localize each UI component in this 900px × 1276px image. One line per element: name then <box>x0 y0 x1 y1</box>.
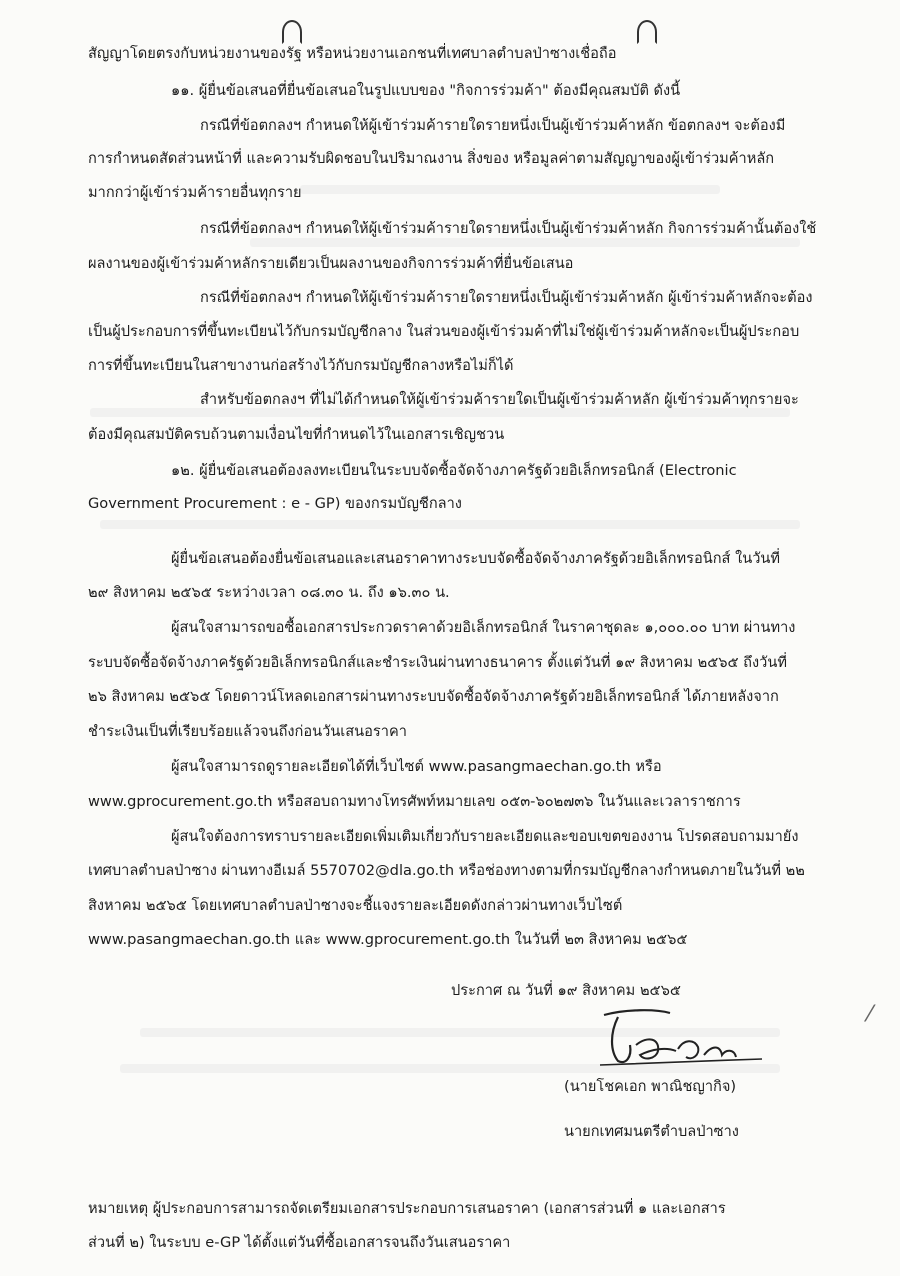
clause-12-heading: ๑๒. ผู้ยื่นข้อเสนอต้องลงทะเบียนในระบบจัดซื้อจัดจ้างภาครัฐด้วยอิเล็กทรอนิกส์ (Electronic <box>171 462 737 479</box>
bleed-through-mark <box>300 185 720 194</box>
body-line: สิงหาคม ๒๕๖๕ โดยเทศบาลตำบลป่าซางจะชี้แจงรายละเอียดดังกล่าวผ่านทางเว็บไซต์ <box>88 897 623 914</box>
website-line: ผู้สนใจสามารถดูรายละเอียดได้ที่เว็บไซต์ www.pasangmaechan.go.th หรือ <box>171 758 662 775</box>
clause-11-heading: ๑๑. ผู้ยื่นข้อเสนอที่ยื่นข้อเสนอในรูปแบบของ "กิจการร่วมค้า" ต้องมีคุณสมบัติ ดังนี้ <box>171 82 681 99</box>
body-line: ชำระเงินเป็นที่เรียบร้อยแล้วจนถึงก่อนวันเสนอราคา <box>88 723 407 740</box>
body-line: สำหรับข้อตกลงฯ ที่ไม่ได้กำหนดให้ผู้เข้าร่วมค้ารายใดเป็นผู้เข้าร่วมค้าหลัก ผู้เข้าร่วมค้าทุกรายจะ <box>200 391 799 408</box>
body-line: Government Procurement : e - GP) ของกรมบัญชีกลาง <box>88 495 462 512</box>
note-line-1: หมายเหตุ ผู้ประกอบการสามารถจัดเตรียมเอกสารประกอบการเสนอราคา (เอกสารส่วนที่ ๑ และเอกสาร <box>88 1200 726 1217</box>
body-line: ระบบจัดซื้อจัดจ้างภาครัฐด้วยอิเล็กทรอนิกส์และชำระเงินผ่านทางธนาคาร ตั้งแต่วันที่ ๑๙ สิงหาคม ๒๕๖๕ ถึงวันที่ <box>88 654 787 671</box>
body-line: กรณีที่ข้อตกลงฯ กำหนดให้ผู้เข้าร่วมค้ารายใดรายหนึ่งเป็นผู้เข้าร่วมค้าหลัก ผู้เข้าร่วมค้าหลักจะต้อง <box>200 289 813 306</box>
body-line: ๒๙ สิงหาคม ๒๕๖๕ ระหว่างเวลา ๐๘.๓๐ น. ถึง ๑๖.๓๐ น. <box>88 584 450 601</box>
body-line: กรณีที่ข้อตกลงฯ กำหนดให้ผู้เข้าร่วมค้ารายใดรายหนึ่งเป็นผู้เข้าร่วมค้าหลัก กิจการร่วมค้านั้นต้องใช้ <box>200 220 817 237</box>
note-line-2: ส่วนที่ ๒) ในระบบ e-GP ได้ตั้งแต่วันที่ซื้อเอกสารจนถึงวันเสนอราคา <box>88 1234 511 1251</box>
email-line: เทศบาลตำบลป่าซาง ผ่านทางอีเมล์ 5570702@dla.go.th หรือช่องทางตามที่กรมบัญชีกลางกำหนดภายในวันที่ ๒๒ <box>88 862 805 879</box>
body-line: การกำหนดสัดส่วนหน้าที่ และความรับผิดชอบในปริมาณงาน สิ่งของ หรือมูลค่าตามสัญญาของผู้เข้าร่วมค้าหลัก <box>88 150 775 167</box>
body-line: ผู้ยื่นข้อเสนอต้องยื่นข้อเสนอและเสนอราคาทางระบบจัดซื้อจัดจ้างภาครัฐด้วยอิเล็กทรอนิกส์ ในวันที่ <box>171 550 780 567</box>
announcement-date: ประกาศ ณ วันที่ ๑๙ สิงหาคม ๒๕๖๕ <box>451 982 681 999</box>
body-line: เป็นผู้ประกอบการที่ขึ้นทะเบียนไว้กับกรมบัญชีกลาง ในส่วนของผู้เข้าร่วมค้าที่ไม่ใช่ผู้เข้าร่วมค้าหลักจะเป็นผู้ประกอบ <box>88 323 800 340</box>
signature-image <box>596 1005 766 1075</box>
body-line: สัญญาโดยตรงกับหน่วยงานของรัฐ หรือหน่วยงานเอกชนที่เทศบาลตำบลป่าซางเชื่อถือ <box>88 45 617 62</box>
signatory-position: นายกเทศมนตรีตำบลป่าซาง <box>564 1123 739 1140</box>
bleed-through-mark <box>90 408 790 417</box>
body-line: ต้องมีคุณสมบัติครบถ้วนตามเงื่อนไขที่กำหนดไว้ในเอกสารเชิญชวน <box>88 426 505 443</box>
signatory-name: (นายโชคเอก พาณิชญากิจ) <box>564 1078 737 1095</box>
body-line: ผู้สนใจสามารถขอซื้อเอกสารประกวดราคาด้วยอิเล็กทรอนิกส์ ในราคาชุดละ ๑,๐๐๐.๐๐ บาท ผ่านทาง <box>171 619 796 636</box>
body-line: ๒๖ สิงหาคม ๒๕๖๕ โดยดาวน์โหลดเอกสารผ่านทางระบบจัดซื้อจัดจ้างภาครัฐด้วยอิเล็กทรอนิกส์ ได้ภายหลังจาก <box>88 688 779 705</box>
body-line: การที่ขึ้นทะเบียนในสาขางานก่อสร้างไว้กับกรมบัญชีกลางหรือไม่ก็ได้ <box>88 357 514 374</box>
pen-tick-mark: ⁄ <box>868 1002 872 1027</box>
contact-line: www.gprocurement.go.th หรือสอบถามทางโทรศัพท์หมายเลข ๐๕๓-๖๐๒๗๓๖ ในวันและเวลาราชการ <box>88 793 741 810</box>
binder-ring-right-icon <box>637 20 657 44</box>
website-line: www.pasangmaechan.go.th และ www.gprocurement.go.th ในวันที่ ๒๓ สิงหาคม ๒๕๖๕ <box>88 931 688 948</box>
body-line: ผู้สนใจต้องการทราบรายละเอียดเพิ่มเติมเกี่ยวกับรายละเอียดและขอบเขตของงาน โปรดสอบถามมายัง <box>171 828 799 845</box>
body-line: กรณีที่ข้อตกลงฯ กำหนดให้ผู้เข้าร่วมค้ารายใดรายหนึ่งเป็นผู้เข้าร่วมค้าหลัก ข้อตกลงฯ จะต้องมี <box>200 117 786 134</box>
bleed-through-mark <box>250 238 800 247</box>
body-line: ผลงานของผู้เข้าร่วมค้าหลักรายเดียวเป็นผลงานของกิจการร่วมค้าที่ยื่นข้อเสนอ <box>88 255 574 272</box>
body-line: มากกว่าผู้เข้าร่วมค้ารายอื่นทุกราย <box>88 184 302 201</box>
bleed-through-mark <box>100 520 800 529</box>
binder-ring-left-icon <box>282 20 302 44</box>
